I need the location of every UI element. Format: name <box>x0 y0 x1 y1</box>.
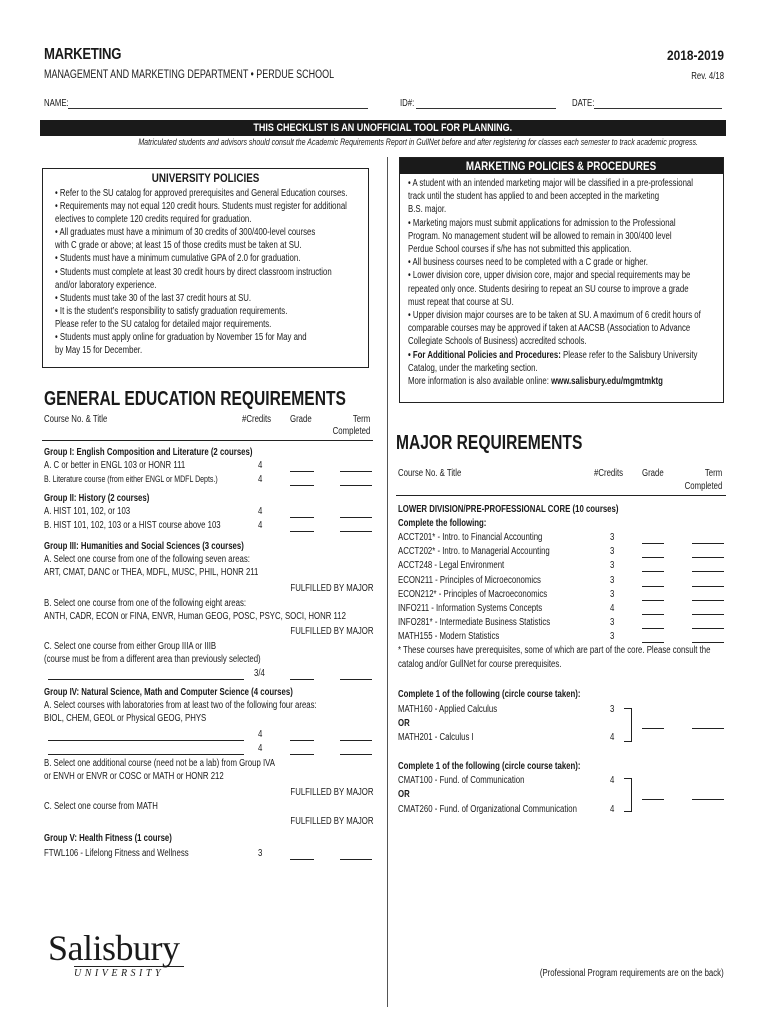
core-subtitle: Complete the following: <box>398 518 487 529</box>
group-1a-credits: 4 <box>258 460 263 471</box>
group-3c-grade[interactable] <box>290 679 314 680</box>
policy-line: • A student with an intended marketing major will be classified in a pre-professional <box>408 178 693 189</box>
group-4a-line1: A. Select courses with laboratories from at least two of the following four areas: <box>44 700 317 711</box>
choice-1-option-a-credits: 3 <box>610 704 615 715</box>
core-course-term[interactable] <box>692 571 724 572</box>
choice-2-brace <box>624 778 632 812</box>
group-2b-grade[interactable] <box>290 531 314 532</box>
core-course-credits: 3 <box>610 631 615 643</box>
group-1b-grade[interactable] <box>290 485 314 486</box>
choice-2-option-b-credits: 4 <box>610 804 615 815</box>
core-course-name: ACCT201* - Intro. to Financial Accounting <box>398 532 543 543</box>
choice-1-option-a[interactable]: MATH160 - Applied Calculus <box>398 704 498 715</box>
group-3b-line2: ANTH, CADR, ECON or FINA, ENVR, Human GEOG, POSC, PSYC, SOCI, HONR 112 <box>44 611 346 622</box>
policy-line: Perdue School courses if s/he has not submitted this application. <box>408 244 632 256</box>
banner-title: THIS CHECKLIST IS AN UNOFFICIAL TOOL FOR PLANNING. <box>253 122 513 134</box>
group-5-title: Group V: Health Fitness (1 course) <box>44 833 172 844</box>
policy-line: • Upper division major courses are to be taken at SU. A maximum of 6 credit hours of <box>408 310 701 322</box>
choice-1-term[interactable] <box>692 728 724 729</box>
date-field[interactable] <box>594 108 722 109</box>
core-course-name: ACCT248 - Legal Environment <box>398 560 505 572</box>
policy-line: Please refer to the SU catalog for detailed major requirements. <box>55 318 272 330</box>
group-4a-course1-grade[interactable] <box>290 740 314 741</box>
group-4b-fulfilled: FULFILLED BY MAJOR <box>290 787 374 798</box>
group-1b-term[interactable] <box>340 485 372 486</box>
group-2a-term[interactable] <box>340 517 372 518</box>
group-4a-course1-field[interactable] <box>48 740 244 741</box>
banner-subtitle: Matriculated students and advisors should consult the Academic Requirements Report in GullNet before and after registering for classes each semester to track academic progress. <box>138 137 699 148</box>
group-3-title: Group III: Humanities and Social Sciences (3 courses) <box>44 541 244 552</box>
policy-line: • Students must complete at least 30 credit hours by direct classroom instruction <box>55 266 332 278</box>
group-2a-grade[interactable] <box>290 517 314 518</box>
column-divider <box>387 157 388 1007</box>
policy-line: • Requirements may not equal 120 credit hours. Students must register for additional <box>55 201 347 213</box>
major-col-term: Term <box>704 468 722 479</box>
group-1b: B. Literature course (from either ENGL or MDFL Depts.) <box>44 474 218 485</box>
group-1a-term[interactable] <box>340 471 372 472</box>
choice-1-title: Complete 1 of the following (circle course taken): <box>398 689 581 700</box>
group-4a-course1-credits: 4 <box>258 729 263 740</box>
core-footnote-line1: * These courses have prerequisites, some of which are part of the core. Please consult the <box>398 645 711 656</box>
core-footnote-line2: catalog and/or GullNet for course prerequisites. <box>398 659 562 670</box>
choice-1-or: OR <box>398 718 410 729</box>
policy-line: repeated only once. Students desiring to repeat an SU course to improve a grade <box>408 283 689 295</box>
core-course-name: ACCT202* - Intro. to Managerial Accounting <box>398 546 550 558</box>
group-4a-course2-field[interactable] <box>48 754 244 755</box>
group-3c-course-field[interactable] <box>48 679 244 680</box>
group-1a-grade[interactable] <box>290 471 314 472</box>
academic-year: 2018-2019 <box>667 47 724 63</box>
core-course-grade[interactable] <box>642 628 664 629</box>
policy-line: • Refer to the SU catalog for approved prerequisites and General Education courses. <box>55 188 348 199</box>
core-course-grade[interactable] <box>642 614 664 615</box>
core-course-grade[interactable] <box>642 571 664 572</box>
core-course-credits: 3 <box>610 546 615 558</box>
major-col-course: Course No. & Title <box>398 468 462 479</box>
choice-1-brace <box>624 708 632 742</box>
choice-2-option-a[interactable]: CMAT100 - Fund. of Communication <box>398 775 525 786</box>
policy-line: • Marketing majors must submit applications for admission to the Professional <box>408 217 676 229</box>
group-4c-fulfilled: FULFILLED BY MAJOR <box>290 816 374 827</box>
core-course-grade[interactable] <box>642 557 664 558</box>
major-heading: MAJOR REQUIREMENTS <box>396 432 583 454</box>
logo-subtitle: UNIVERSITY <box>74 966 184 979</box>
university-policies-box <box>42 168 369 368</box>
group-3c-credits: 3/4 <box>254 668 265 679</box>
gen-ed-col-term: Term <box>352 414 370 425</box>
policy-line: must repeat that course at SU. <box>408 296 514 308</box>
core-course-credits: 3 <box>610 574 615 586</box>
policy-line: • Lower division core, upper division core, major and special requirements may be <box>408 270 691 282</box>
group-1b-credits: 4 <box>258 474 263 485</box>
name-field[interactable] <box>68 108 368 109</box>
core-course-name: ECON212* - Principles of Macroeconomics <box>398 588 548 600</box>
core-course-credits: 3 <box>610 560 615 572</box>
core-course-term[interactable] <box>692 557 724 558</box>
core-course-credits: 4 <box>610 603 615 614</box>
policy-line: track until the student has applied to and been accepted in the marketing <box>408 191 660 203</box>
core-course-name: MATH155 - Modern Statistics <box>398 631 500 643</box>
choice-2-title: Complete 1 of the following (circle course taken): <box>398 761 581 772</box>
group-2-title: Group II: History (2 courses) <box>44 493 150 504</box>
page-title: MARKETING <box>44 46 122 63</box>
group-2b-credits: 4 <box>258 520 263 531</box>
policy-line: • All graduates must have a minimum of 30 credits of 300/400-level courses <box>55 227 316 239</box>
policy-line: • All business courses need to be completed with a C grade or higher. <box>408 257 648 269</box>
choice-1-grade[interactable] <box>642 728 664 729</box>
group-4a-course2-term[interactable] <box>340 754 372 755</box>
group-2b-term[interactable] <box>340 531 372 532</box>
major-col-grade: Grade <box>642 468 664 479</box>
marketing-policies-heading: MARKETING POLICIES & PROCEDURES <box>400 158 723 174</box>
core-title: LOWER DIVISION/PRE-PROFESSIONAL CORE (10 courses) <box>398 504 619 515</box>
group-4b-line1: B. Select one additional course (need not be a lab) from Group IVA <box>44 758 275 769</box>
group-3a-line2: ART, CMAT, DANC or THEA, MDFL, MUSC, PHIL, HONR 211 <box>44 567 259 578</box>
policy-line: by May 15 for December. <box>55 345 143 357</box>
group-5-term[interactable] <box>340 859 372 860</box>
core-course-term[interactable] <box>692 628 724 629</box>
department-line: MANAGEMENT AND MARKETING DEPARTMENT • PERDUE SCHOOL <box>44 69 335 81</box>
core-course-term[interactable] <box>692 642 724 643</box>
group-1-title: Group I: English Composition and Literature (2 courses) <box>44 447 253 458</box>
gen-ed-heading: GENERAL EDUCATION REQUIREMENTS <box>44 388 346 410</box>
core-course-term[interactable] <box>692 586 724 587</box>
university-policies-heading: UNIVERSITY POLICIES <box>151 171 260 185</box>
group-4a-course2-grade[interactable] <box>290 754 314 755</box>
choice-2-grade[interactable] <box>642 799 664 800</box>
core-course-grade[interactable] <box>642 586 664 587</box>
id-field[interactable] <box>416 108 556 109</box>
core-course-name: INFO281* - Intermediate Business Statistics <box>398 617 551 629</box>
group-2a: A. HIST 101, 102, or 103 <box>44 506 131 517</box>
policy-line: Program. No management student will be allowed to remain in 300/400 level <box>408 230 672 242</box>
core-course-term[interactable] <box>692 600 724 601</box>
group-4a-course2-credits: 4 <box>258 743 263 754</box>
name-label: NAME: <box>44 98 69 109</box>
core-course-credits: 3 <box>610 588 615 600</box>
group-5-grade[interactable] <box>290 859 314 860</box>
group-3a-line1: A. Select one course from one of the following seven areas: <box>44 554 250 565</box>
additional-policies-line2: Catalog, under the marketing section. <box>408 362 538 374</box>
group-4a-course1-term[interactable] <box>340 740 372 741</box>
group-4-title: Group IV: Natural Science, Math and Computer Science (4 courses) <box>44 687 293 698</box>
group-3b-line1: B. Select one course from one of the following eight areas: <box>44 598 247 609</box>
major-col-completed: Completed <box>684 481 722 492</box>
choice-2-term[interactable] <box>692 799 724 800</box>
group-3c-line1: C. Select one course from either Group IIIA or IIIB <box>44 641 217 652</box>
policy-line: and/or laboratory experience. <box>55 279 157 291</box>
core-course-credits: 3 <box>610 617 615 629</box>
marketing-policies-box <box>399 157 724 403</box>
back-page-note: (Professional Program requirements are on the back) <box>540 968 724 979</box>
group-3a-fulfilled: FULFILLED BY MAJOR <box>290 583 374 594</box>
policy-line: B.S. major. <box>408 204 447 216</box>
choice-2-option-a-credits: 4 <box>610 775 615 786</box>
policy-line: comparable courses may be approved if taken at AACSB (Association to Advance <box>408 323 691 335</box>
logo-wordmark: Salisbury <box>48 928 180 968</box>
group-5-course: FTWL106 - Lifelong Fitness and Wellness <box>44 848 189 859</box>
group-3b-fulfilled: FULFILLED BY MAJOR <box>290 626 374 637</box>
gen-ed-col-completed: Completed <box>332 426 370 437</box>
choice-2-option-b[interactable]: CMAT260 - Fund. of Organizational Communication <box>398 804 577 815</box>
revision-date: Rev. 4/18 <box>691 71 724 82</box>
choice-2-or: OR <box>398 789 410 800</box>
gen-ed-col-grade: Grade <box>290 414 312 425</box>
policy-line: • It is the student’s responsibility to satisfy graduation requirements. <box>55 305 288 317</box>
policy-line: electives to complete 120 credits required for graduation. <box>55 214 252 226</box>
gen-ed-col-credits: #Credits <box>242 414 272 425</box>
policy-line: Collegiate Schools of Business) accredited schools. <box>408 336 587 348</box>
group-3c-line2: (course must be from a different area than previously selected) <box>44 654 261 665</box>
group-4a-line2: BIOL, CHEM, GEOL or Physical GEOG, PHYS <box>44 713 207 724</box>
core-course-grade[interactable] <box>642 600 664 601</box>
major-header-rule <box>396 495 726 496</box>
department-url[interactable]: www.salisbury.edu/mgmtmktg <box>551 376 663 388</box>
marketing-policies-list <box>408 177 723 349</box>
university-policies-list <box>55 187 368 357</box>
core-course-credits: 3 <box>610 532 615 543</box>
choice-1-option-b-credits: 4 <box>610 732 615 743</box>
policy-line: • Students must take 30 of the last 37 credit hours at SU. <box>55 292 252 304</box>
salisbury-logo <box>48 930 184 979</box>
gen-ed-col-course: Course No. & Title <box>44 414 108 425</box>
group-3c-term[interactable] <box>340 679 372 680</box>
planning-banner <box>40 120 726 136</box>
core-course-grade[interactable] <box>642 642 664 643</box>
core-course-grade[interactable] <box>642 543 664 544</box>
group-2a-credits: 4 <box>258 506 263 517</box>
policy-line: • Students must apply online for graduation by November 15 for May and <box>55 332 307 344</box>
group-2b: B. HIST 101, 102, 103 or a HIST course above 103 <box>44 520 221 531</box>
gen-ed-header-rule <box>42 440 373 441</box>
id-label: ID#: <box>400 98 415 109</box>
group-1a: A. C or better in ENGL 103 or HONR 111 <box>44 460 186 471</box>
policy-line: • Students must have a minimum cumulative GPA of 2.0 for graduation. <box>55 253 301 265</box>
date-label: DATE: <box>572 98 595 109</box>
core-course-name: ECON211 - Principles of Microeconomics <box>398 574 541 586</box>
core-course-term[interactable] <box>692 543 724 544</box>
additional-policies: • For Additional Policies and Procedures: Please refer to the Salisbury University <box>408 349 698 361</box>
core-course-name: INFO211 - Information Systems Concepts <box>398 603 543 614</box>
core-course-term[interactable] <box>692 614 724 615</box>
choice-1-option-b[interactable]: MATH201 - Calculus I <box>398 732 474 743</box>
group-4b-line2: or ENVH or ENVR or COSC or MATH or HONR 212 <box>44 771 224 782</box>
major-col-credits: #Credits <box>594 468 624 479</box>
more-info: More information is also available online: www.salisbury.edu/mgmtmktg <box>408 376 663 388</box>
group-5-credits: 3 <box>258 848 263 859</box>
group-4c: C. Select one course from MATH <box>44 801 158 812</box>
policy-line: with C grade or above; at least 15 of those credits must be taken at SU. <box>55 240 302 252</box>
